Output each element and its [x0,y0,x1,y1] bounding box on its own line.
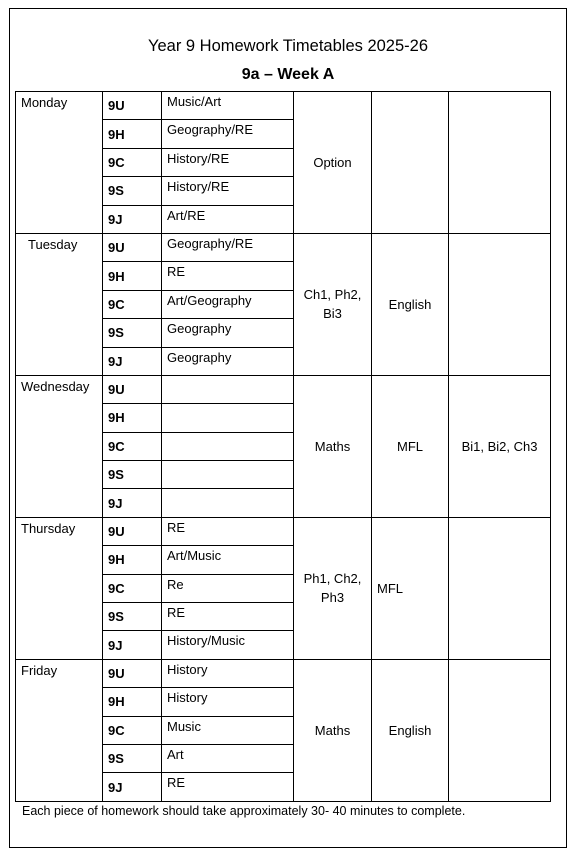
class-cell: 9S [103,461,162,489]
table-row [16,233,551,261]
subject-cell-5: English [372,233,449,375]
class-cell: 9J [103,631,162,659]
class-cell: 9S [103,744,162,772]
footer-note: Each piece of homework should take approximately 30- 40 minutes to complete. [22,804,466,818]
subject-cell-5: English [372,659,449,801]
homework-cell: History [162,659,294,687]
homework-cell: RE [162,603,294,631]
subject-cell-4: Ph1, Ch2, Ph3 [294,517,372,659]
class-cell: 9C [103,432,162,460]
homework-cell: Art/Geography [162,290,294,318]
class-cell: 9H [103,262,162,290]
day-cell: Monday [16,92,103,234]
homework-cell: Music [162,716,294,744]
homework-cell [162,461,294,489]
class-cell: 9U [103,517,162,545]
class-cell: 9S [103,319,162,347]
subject-cell-4: Maths [294,659,372,801]
homework-cell [162,404,294,432]
class-cell: 9J [103,773,162,801]
timetable [15,91,551,802]
subject-cell-4: Option [294,92,372,234]
table-row [16,517,551,545]
homework-cell [162,375,294,403]
class-cell: 9U [103,92,162,120]
homework-cell: History/Music [162,631,294,659]
subject-cell-6: Bi1, Bi2, Ch3 [449,375,551,517]
homework-cell: History [162,688,294,716]
homework-cell: RE [162,773,294,801]
subject-cell-6 [449,659,551,801]
day-cell: Tuesday [16,233,103,375]
homework-cell: RE [162,517,294,545]
subject-cell-4: Ch1, Ph2, Bi3 [294,233,372,375]
class-cell: 9U [103,233,162,261]
homework-cell: Geography/RE [162,233,294,261]
homework-cell: Art [162,744,294,772]
day-cell: Thursday [16,517,103,659]
class-cell: 9U [103,375,162,403]
subject-cell-5: MFL [372,517,449,659]
homework-cell: RE [162,262,294,290]
day-cell: Wednesday [16,375,103,517]
homework-cell [162,432,294,460]
table-row [16,92,551,120]
homework-cell: Re [162,574,294,602]
table-row [16,375,551,403]
page-title: Year 9 Homework Timetables 2025-26 [147,37,429,55]
class-cell: 9H [103,404,162,432]
subject-cell-4: Maths [294,375,372,517]
subject-cell-6 [449,233,551,375]
class-cell: 9C [103,716,162,744]
day-cell: Friday [16,659,103,801]
class-cell: 9H [103,120,162,148]
class-cell: 9C [103,290,162,318]
class-cell: 9J [103,205,162,233]
subject-cell-5 [372,92,449,234]
subject-cell-6 [449,92,551,234]
homework-cell: History/RE [162,148,294,176]
class-cell: 9J [103,489,162,517]
class-cell: 9J [103,347,162,375]
class-cell: 9U [103,659,162,687]
page-subtitle: 9a – Week A [241,66,335,83]
subject-cell-5: MFL [372,375,449,517]
class-cell: 9C [103,574,162,602]
homework-cell: Geography [162,347,294,375]
class-cell: 9C [103,148,162,176]
class-cell: 9S [103,177,162,205]
homework-cell: Geography/RE [162,120,294,148]
class-cell: 9H [103,546,162,574]
homework-cell: Art/Music [162,546,294,574]
homework-cell: Geography [162,319,294,347]
homework-cell: History/RE [162,177,294,205]
homework-cell: Art/RE [162,205,294,233]
class-cell: 9H [103,688,162,716]
homework-cell: Music/Art [162,92,294,120]
homework-cell [162,489,294,517]
table-row [16,659,551,687]
class-cell: 9S [103,603,162,631]
subject-cell-6 [449,517,551,659]
